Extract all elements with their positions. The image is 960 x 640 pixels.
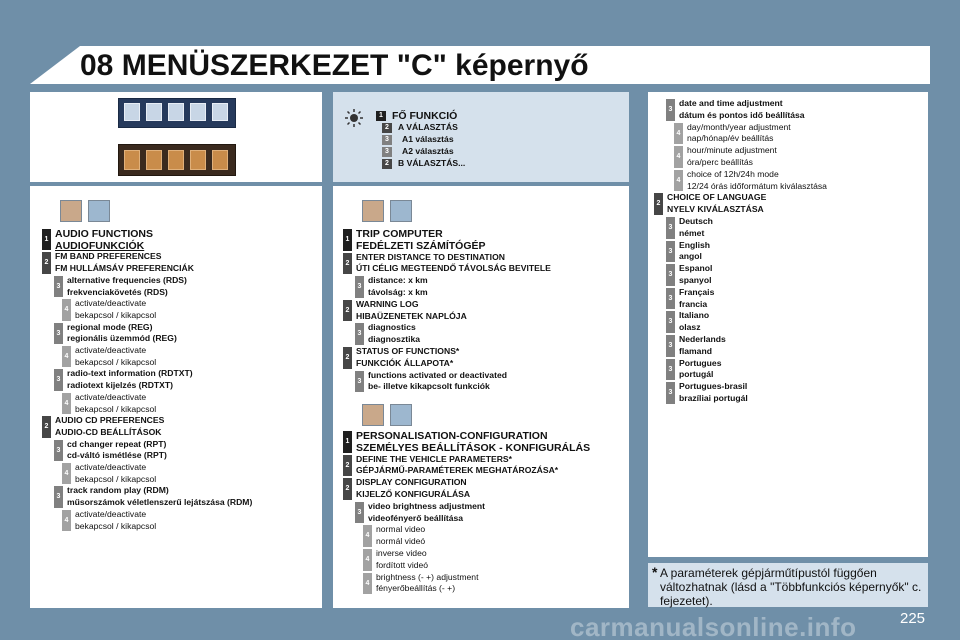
menu-line: óra/perc beállítás xyxy=(687,157,753,167)
document-icon xyxy=(146,150,162,170)
menu-line: distance: x km xyxy=(368,275,428,286)
menu-line: bekapcsol / kikapcsol xyxy=(75,473,157,484)
menu-line: TRIP COMPUTER xyxy=(356,228,443,240)
level-badge: 3 xyxy=(666,335,675,357)
level-badge: 2 xyxy=(343,455,352,477)
level-badge: 3 xyxy=(666,217,675,239)
menu-line: track random play (RDM) xyxy=(67,485,169,496)
level-badge: 2 xyxy=(42,252,51,273)
menu-line: dátum és pontos idő beállítása xyxy=(679,109,805,120)
level-badge: 3 xyxy=(54,486,63,507)
menu-line: Portugues xyxy=(679,357,722,368)
settings-icon xyxy=(212,103,228,121)
menu-line: FEDÉLZETI SZÁMÍTÓGÉP xyxy=(356,239,486,252)
menu-line: brightness (- +) adjustment xyxy=(376,571,479,582)
menu-line: francia xyxy=(679,298,708,309)
settings-icon xyxy=(212,150,228,170)
menu-line: Portugues-brasil xyxy=(679,381,748,392)
level-badge: 2 xyxy=(654,193,663,215)
level-badge: 4 xyxy=(62,299,71,320)
menu-line: bekapcsol / kikapcsol xyxy=(75,520,157,531)
menu-line: AUDIO CD PREFERENCES xyxy=(55,415,165,426)
menu-line: flamand xyxy=(679,345,712,356)
level-badge: 2 xyxy=(343,347,352,369)
radio-icon xyxy=(124,103,140,121)
equalizer-icon xyxy=(362,404,384,426)
level-badge: 1 xyxy=(42,229,51,250)
menu-line: alternative frequencies (RDS) xyxy=(67,274,187,285)
legend-line: A2 választás xyxy=(402,146,454,156)
level-badge: 3 xyxy=(355,323,364,345)
radio-icon xyxy=(124,150,140,170)
legend-panel xyxy=(333,92,629,182)
level-badge: 4 xyxy=(674,170,683,192)
level-badge: 3 xyxy=(54,440,63,461)
legend-line: A1 választás xyxy=(402,134,454,144)
level-badge: 3 xyxy=(666,264,675,286)
menu-line: AUDIOFUNKCIÓK xyxy=(55,239,145,252)
level-badge: 1 xyxy=(376,111,386,121)
level-badge: 4 xyxy=(62,510,71,531)
info-icon xyxy=(190,103,206,121)
music-note-icon xyxy=(60,200,82,222)
menu-line: Espanol xyxy=(679,263,713,274)
menu-line: FUNKCIÓK ÁLLAPOTA* xyxy=(356,357,454,368)
menu-line: inverse video xyxy=(376,548,427,558)
menu-line: Italiano xyxy=(679,310,710,321)
footnote-text: A paraméterek gépjárműtípustól függően változhatnak (lásd a "Többfunkciós képernyők" c. fejezetet). xyxy=(660,566,922,608)
menu-line: date and time adjustment xyxy=(679,98,783,108)
menu-line: diagnostics xyxy=(368,322,416,333)
menu-line: radiotext kijelzés (RDTXT) xyxy=(67,380,174,391)
menu-line: STATUS OF FUNCTIONS* xyxy=(356,346,460,356)
menu-line: activate/deactivate xyxy=(75,345,147,355)
menu-line: HIBAÜZENETEK NAPLÓJA xyxy=(356,310,467,321)
menu-line: hour/minute adjustment xyxy=(687,145,777,156)
menu-line: regionális üzemmód (REG) xyxy=(67,333,177,344)
menu-line: DEFINE THE VEHICLE PARAMETERS* xyxy=(356,453,512,464)
menu-line: diagnosztika xyxy=(368,334,421,345)
menu-line: English xyxy=(679,239,711,250)
menu-line: Deutsch xyxy=(679,216,713,226)
level-badge: 3 xyxy=(382,147,392,157)
gauge-icon xyxy=(390,200,412,222)
legend-line: A VÁLASZTÁS xyxy=(398,122,458,132)
menu-line: bekapcsol / kikapcsol xyxy=(75,309,157,320)
level-badge: 3 xyxy=(666,382,675,404)
level-badge: 3 xyxy=(666,241,675,263)
level-badge: 3 xyxy=(382,135,392,145)
menu-line: day/month/year adjustment xyxy=(687,121,791,132)
level-badge: 4 xyxy=(674,123,683,145)
level-badge: 4 xyxy=(62,463,71,484)
menu-line: ÚTI CÉLIG MEGTEENDŐ TÁVOLSÁG BEVITELE xyxy=(356,263,551,274)
level-badge: 3 xyxy=(355,276,364,298)
watermark: carmanualsonline.info xyxy=(570,612,857,640)
document-icon xyxy=(146,103,162,121)
menu-line: cd-váltó ismétlése (RPT) xyxy=(67,450,167,461)
menu-line: FM BAND PREFERENCES xyxy=(55,251,162,262)
menu-line: normal video xyxy=(376,524,426,535)
menu-line: bekapcsol / kikapcsol xyxy=(75,356,157,367)
menu-line: ENTER DISTANCE TO DESTINATION xyxy=(356,251,505,262)
level-badge: 3 xyxy=(355,502,364,524)
equalizer-icon xyxy=(168,103,184,121)
level-badge: 3 xyxy=(355,371,364,393)
menu-line: activate/deactivate xyxy=(75,462,147,472)
level-badge: 1 xyxy=(343,229,352,251)
level-badge: 3 xyxy=(54,276,63,297)
level-badge: 2 xyxy=(343,478,352,500)
menu-line: videofényerő beállítása xyxy=(368,512,464,523)
level-badge: 3 xyxy=(666,311,675,333)
info-icon xyxy=(190,150,206,170)
equalizer-icon xyxy=(168,150,184,170)
menu-line: choice of 12h/24h mode xyxy=(687,168,779,179)
legend-line: B VÁLASZTÁS... xyxy=(398,158,466,168)
level-badge: 4 xyxy=(363,573,372,595)
legend-line: FŐ FUNKCIÓ xyxy=(392,110,458,122)
menu-line: fényerőbeállítás (- +) xyxy=(376,583,456,594)
menu-line: távolság: x km xyxy=(368,287,428,297)
menu-line: PERSONALISATION-CONFIGURATION xyxy=(356,430,548,442)
menu-line: bekapcsol / kikapcsol xyxy=(75,403,157,414)
menu-line: SZEMÉLYES BEÁLLÍTÁSOK - KONFIGURÁLÁS xyxy=(356,441,591,454)
fuel-pump-icon xyxy=(362,200,384,222)
level-badge: 4 xyxy=(363,549,372,571)
menu-line: portugál xyxy=(679,369,714,380)
menu-line: NYELV KIVÁLASZTÁSA xyxy=(667,204,764,215)
level-badge: 4 xyxy=(62,346,71,367)
level-badge: 3 xyxy=(666,359,675,381)
level-badge: 2 xyxy=(343,300,352,322)
menu-line: activate/deactivate xyxy=(75,508,147,519)
footnote-star: * xyxy=(652,564,658,580)
menu-line: CHOICE OF LANGUAGE xyxy=(667,192,767,203)
level-badge: 3 xyxy=(666,288,675,310)
level-badge: 4 xyxy=(674,146,683,168)
menu-line: 12/24 órás időformátum kiválasztása xyxy=(687,180,827,191)
level-badge: 2 xyxy=(382,159,392,169)
menu-line: radio-text information (RDTXT) xyxy=(67,368,193,379)
menu-line: frekvenciakövetés (RDS) xyxy=(67,286,168,297)
level-badge: 2 xyxy=(382,123,392,133)
menu-line: KIJELZŐ KONFIGURÁLÁSA xyxy=(356,489,471,499)
level-badge: 1 xyxy=(343,431,352,453)
menu-line: nap/hónap/év beállítás xyxy=(687,133,774,144)
sun-icon xyxy=(344,108,364,128)
menu-line: AUDIO FUNCTIONS xyxy=(55,228,153,240)
cd-icon xyxy=(88,200,110,222)
menu-line: functions activated or deactivated xyxy=(368,369,507,380)
page-number: 225 xyxy=(900,610,926,627)
level-badge: 3 xyxy=(54,369,63,390)
menu-line: Nederlands xyxy=(679,334,726,344)
level-badge: 3 xyxy=(54,323,63,344)
menu-line: activate/deactivate xyxy=(75,391,147,402)
menu-line: DISPLAY CONFIGURATION xyxy=(356,477,467,488)
menu-line: angol xyxy=(679,251,702,262)
level-badge: 4 xyxy=(363,525,372,547)
level-badge: 3 xyxy=(666,99,675,121)
menu-line: be- illetve kikapcsolt funkciók xyxy=(368,381,490,392)
page-title: 08 MENÜSZERKEZET "C" képernyő xyxy=(80,49,589,82)
level-badge: 2 xyxy=(42,416,51,437)
menu-line: német xyxy=(679,227,705,238)
menu-line: műsorszámok véletlenszerű lejátszása (RDM) xyxy=(67,497,253,508)
menu-line: brazíliai portugál xyxy=(679,393,748,403)
level-badge: 4 xyxy=(62,393,71,414)
menu-line: FM HULLÁMSÁV PREFERENCIÁK xyxy=(55,263,194,274)
level-badge: 2 xyxy=(343,253,352,275)
settings-icon xyxy=(390,404,412,426)
menu-line: cd changer repeat (RPT) xyxy=(67,438,167,449)
menu-line: GÉPJÁRMŰ-PARAMÉTEREK MEGHATÁROZÁSA* xyxy=(356,465,559,476)
menu-line: regional mode (REG) xyxy=(67,321,153,332)
menu-line: video brightness adjustment xyxy=(368,500,485,511)
menu-line: fordított videó xyxy=(376,559,429,570)
menu-line: WARNING LOG xyxy=(356,298,419,309)
menu-line: AUDIO-CD BEÁLLÍTÁSOK xyxy=(55,426,162,437)
menu-line: normál videó xyxy=(376,536,426,547)
menu-line: activate/deactivate xyxy=(75,298,147,309)
menu-line: spanyol xyxy=(679,275,712,285)
menu-line: Français xyxy=(679,286,715,297)
menu-line: olasz xyxy=(679,322,701,333)
